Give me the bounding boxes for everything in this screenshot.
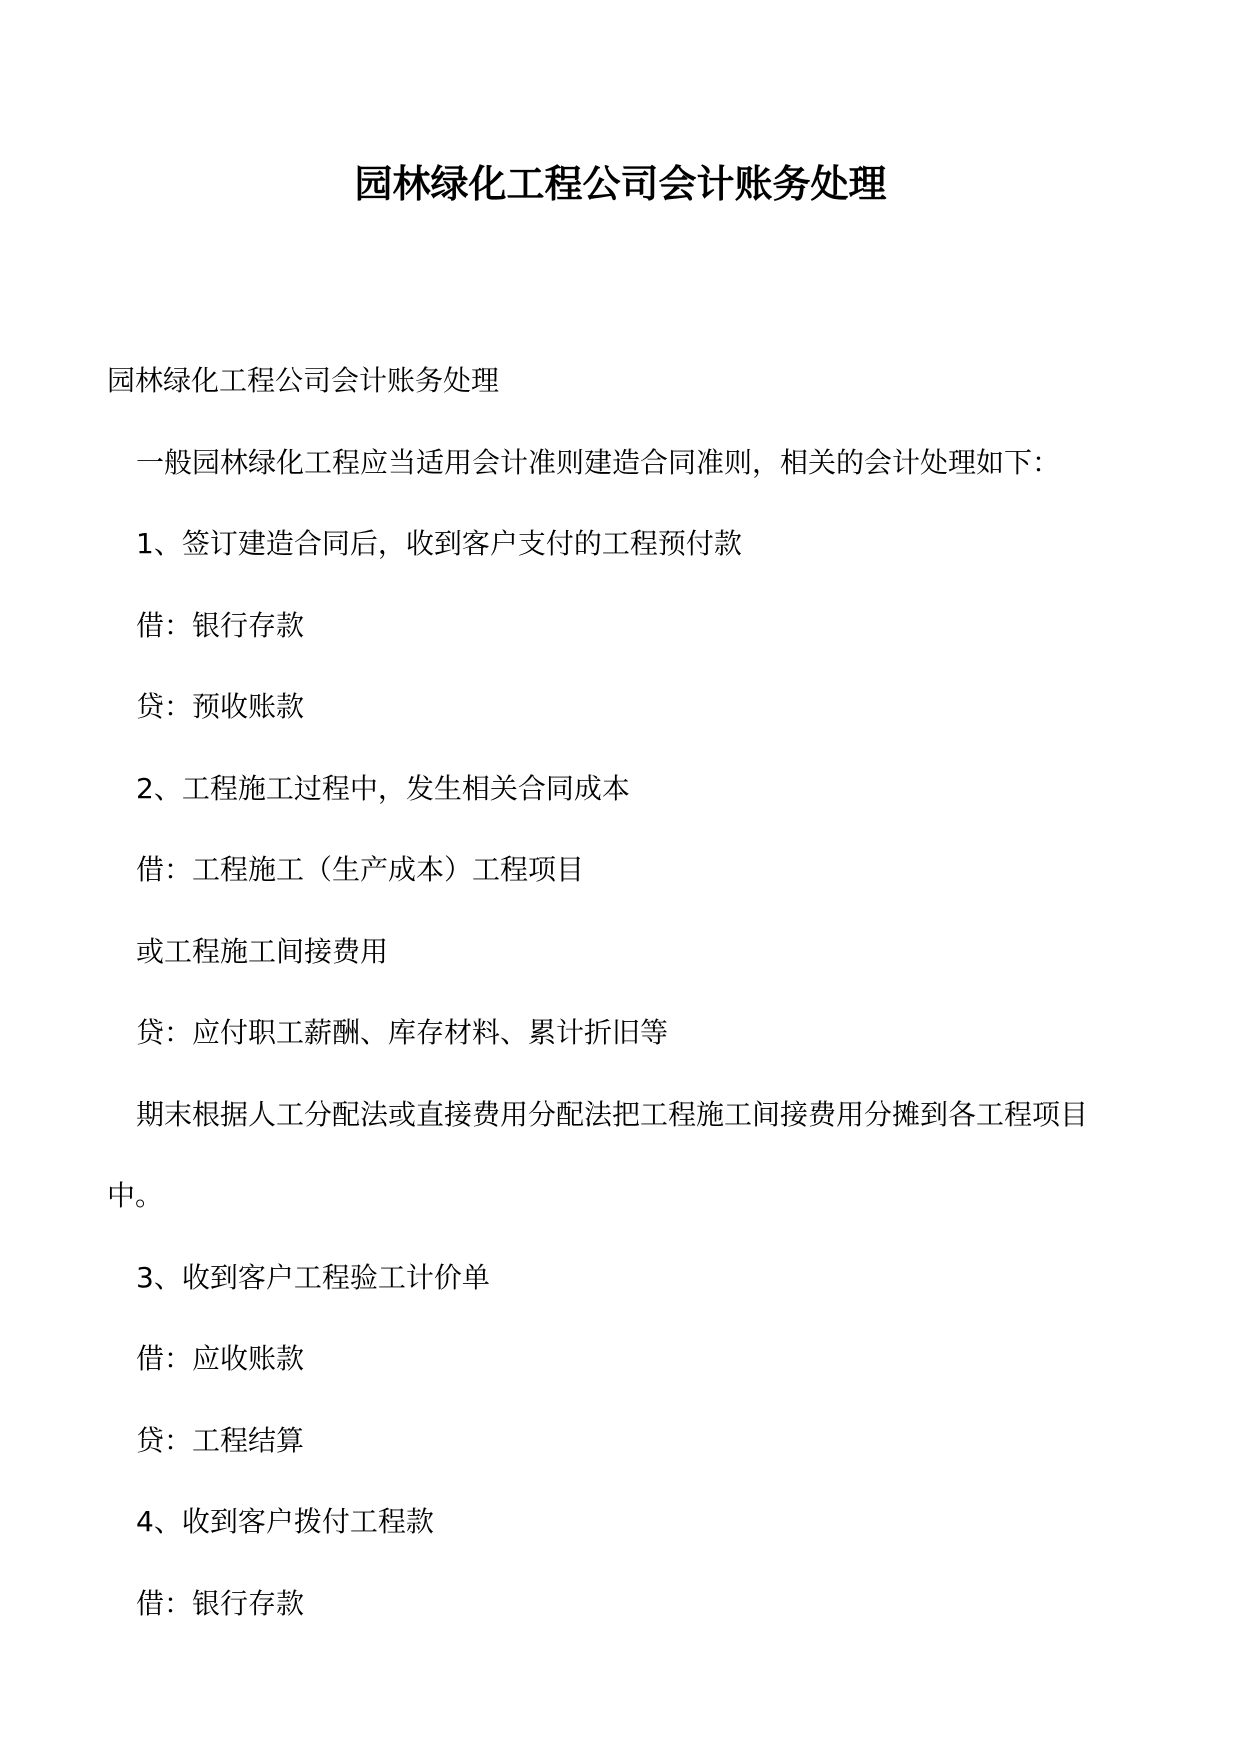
body-paragraph: 借：银行存款 [136, 1586, 305, 1620]
body-paragraph: 贷：预收账款 [136, 690, 305, 723]
body-paragraph: 4、收到客户拨付工程款 [136, 1505, 434, 1538]
body-paragraph: 借：银行存款 [136, 608, 305, 642]
body-paragraph: 或工程施工间接费用 [136, 934, 389, 968]
body-paragraph: 期末根据人工分配法或直接费用分配法把工程施工间接费用分摊到各工程项目中。 [107, 1097, 1089, 1212]
body-paragraph: 借：工程施工（生产成本）工程项目 [136, 853, 585, 886]
document-body [107, 340, 1137, 1644]
body-paragraph: 一般园林绿化工程应当适用会计准则建造合同准则，相关的会计处理如下： [136, 445, 1061, 479]
body-paragraph: 贷：工程结算 [136, 1423, 305, 1457]
body-paragraph: 3、收到客户工程验工计价单 [136, 1260, 490, 1294]
body-paragraph-heading: 园林绿化工程公司会计账务处理 [107, 364, 500, 397]
document-title: 园林绿化工程公司会计账务处理 [354, 161, 887, 206]
body-paragraph: 贷：应付职工薪酬、库存材料、累计折旧等 [136, 1016, 669, 1049]
body-paragraph: 借：应收账款 [136, 1342, 305, 1375]
body-paragraph: 2、工程施工过程中，发生相关合同成本 [136, 771, 630, 805]
body-paragraph: 1、签订建造合同后，收到客户支付的工程预付款 [136, 527, 742, 560]
